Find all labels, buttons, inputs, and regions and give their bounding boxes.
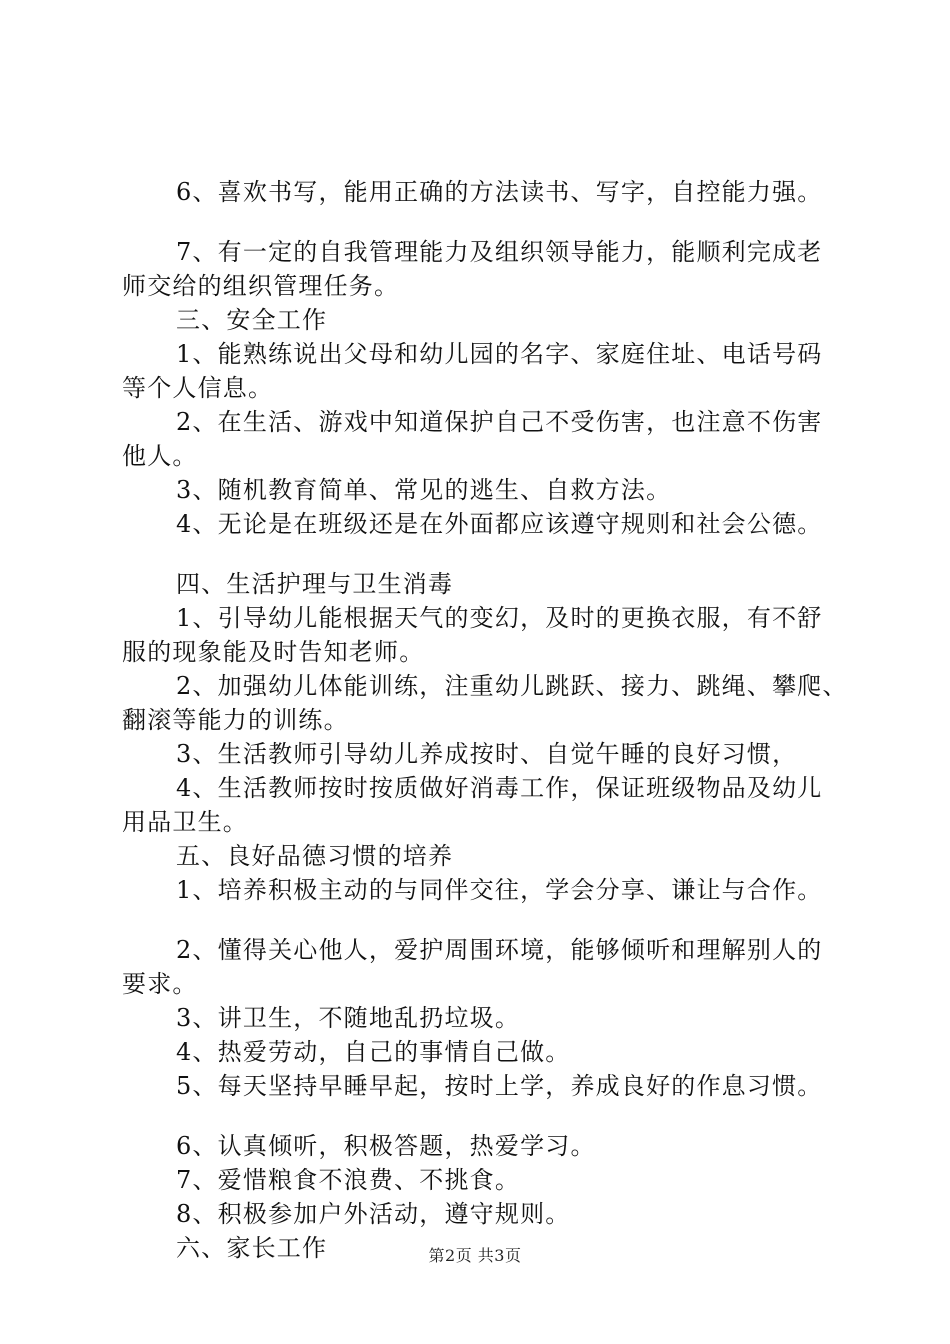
document-body xyxy=(122,175,848,1265)
paragraph-line: 7、爱惜粮食不浪费、不挑食。 xyxy=(176,1166,521,1194)
paragraph-line: 4、生活教师按时按质做好消毒工作，保证班级物品及幼儿 xyxy=(176,774,823,802)
paragraph-gap xyxy=(122,1103,834,1129)
page-footer: 第2页 共3页 xyxy=(428,1246,522,1265)
section-heading: 五、良好品德习惯的培养 xyxy=(176,842,454,870)
section-heading: 六、家长工作 xyxy=(176,1234,328,1262)
paragraph-line: 师交给的组织管理任务。 xyxy=(122,272,400,300)
paragraph-line: 5、每天坚持早睡早起，按时上学，养成良好的作息习惯。 xyxy=(176,1072,823,1100)
paragraph-line: 8、积极参加户外活动，遵守规则。 xyxy=(176,1200,571,1228)
paragraph-line: 7、有一定的自我管理能力及组织领导能力，能顺利完成老 xyxy=(176,238,823,266)
paragraph-line: 翻滚等能力的训练。 xyxy=(122,706,349,734)
paragraph-line: 1、能熟练说出父母和幼儿园的名字、家庭住址、电话号码 xyxy=(176,340,823,368)
paragraph-line: 2、懂得关心他人，爱护周围环境，能够倾听和理解别人的 xyxy=(176,936,823,964)
paragraph-line: 2、在生活、游戏中知道保护自己不受伤害，也注意不伤害 xyxy=(176,408,823,436)
paragraph-line: 4、无论是在班级还是在外面都应该遵守规则和社会公德。 xyxy=(176,510,823,538)
paragraph-gap xyxy=(122,209,834,235)
section-heading: 四、生活护理与卫生消毒 xyxy=(176,570,454,598)
paragraph-line: 6、喜欢书写，能用正确的方法读书、写字，自控能力强。 xyxy=(176,178,823,206)
paragraph-line: 1、培养积极主动的与同伴交往，学会分享、谦让与合作。 xyxy=(176,876,823,904)
paragraph-line: 用品卫生。 xyxy=(122,808,248,836)
paragraph-line: 2、加强幼儿体能训练，注重幼儿跳跃、接力、跳绳、攀爬、 xyxy=(176,672,848,700)
paragraph-gap xyxy=(122,907,834,933)
paragraph-line: 等个人信息。 xyxy=(122,374,274,402)
paragraph-line: 4、热爱劳动，自己的事情自己做。 xyxy=(176,1038,571,1066)
paragraph-line: 他人。 xyxy=(122,442,198,470)
paragraph-line: 3、随机教育简单、常见的逃生、自救方法。 xyxy=(176,476,672,504)
paragraph-gap xyxy=(122,541,834,567)
paragraph-line: 1、引导幼儿能根据天气的变幻，及时的更换衣服，有不舒 xyxy=(176,604,823,632)
section-heading: 三、安全工作 xyxy=(176,306,328,334)
paragraph-line: 3、讲卫生，不随地乱扔垃圾。 xyxy=(176,1004,521,1032)
paragraph-line: 3、生活教师引导幼儿养成按时、自觉午睡的良好习惯， xyxy=(176,740,798,768)
paragraph-line: 6、认真倾听，积极答题，热爱学习。 xyxy=(176,1132,596,1160)
paragraph-line: 要求。 xyxy=(122,970,198,998)
paragraph-line: 服的现象能及时告知老师。 xyxy=(122,638,425,666)
